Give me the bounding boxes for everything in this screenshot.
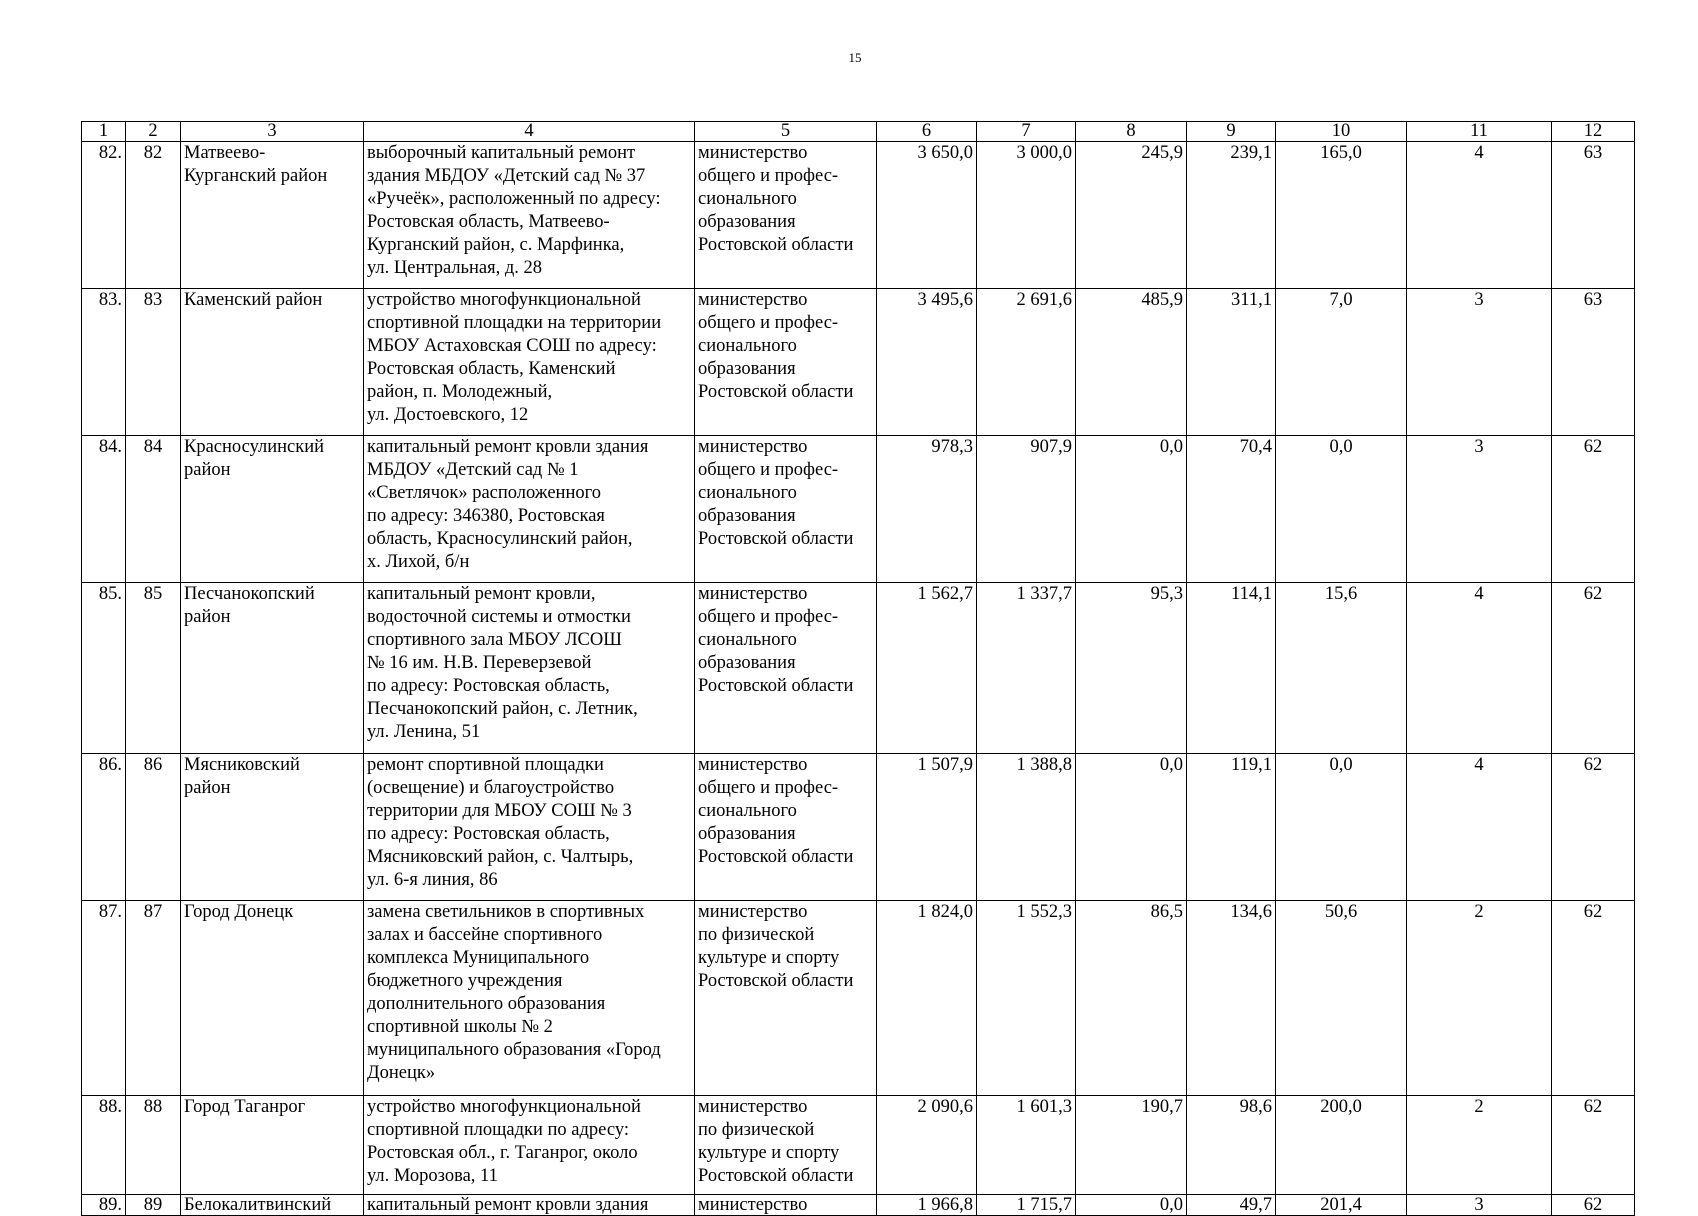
value-col-12: 62	[1552, 583, 1635, 754]
value-col-10: 201,4	[1276, 1195, 1407, 1216]
value-col-6: 1 824,0	[877, 901, 977, 1096]
value-col-11: 4	[1407, 142, 1552, 289]
district-cell	[181, 901, 364, 1096]
column-header: 12	[1552, 122, 1635, 142]
value-col-6: 2 090,6	[877, 1096, 977, 1195]
description-cell-line: муниципального образования «Город	[367, 1040, 661, 1060]
description-cell-line: «Светлячок» расположенного	[367, 483, 601, 503]
description-cell-line: устройство многофункциональной	[367, 1097, 641, 1117]
description-cell-line: капитальный ремонт кровли здания	[367, 437, 649, 457]
table-row	[82, 754, 1635, 901]
column-header: 5	[695, 122, 877, 142]
district-cell-line: Курганский район	[184, 166, 328, 186]
description-cell	[364, 142, 695, 289]
row-number: 83	[126, 289, 181, 436]
ministry-cell-line: образования	[698, 212, 796, 232]
district-cell-line: Мясниковский	[184, 755, 300, 775]
description-cell-line: х. Лихой, б/н	[367, 552, 470, 572]
description-cell-line: выборочный капитальный ремонт	[367, 143, 636, 163]
ministry-cell-line: Ростовской области	[698, 235, 854, 255]
registry-table	[81, 121, 1635, 1216]
ministry-cell-line: общего и профес-	[698, 607, 839, 627]
ministry-cell-line: культуре и спорту	[698, 948, 840, 968]
ministry-cell-line: общего и профес-	[698, 460, 839, 480]
value-col-7: 3 000,0	[977, 142, 1076, 289]
value-col-12: 62	[1552, 1195, 1635, 1216]
ministry-cell	[695, 901, 877, 1096]
district-cell-line: район	[184, 607, 231, 627]
value-col-10: 0,0	[1276, 436, 1407, 583]
row-number: 82	[126, 142, 181, 289]
value-col-8: 86,5	[1076, 901, 1187, 1096]
description-cell	[364, 1195, 695, 1216]
description-cell-line: капитальный ремонт кровли,	[367, 584, 596, 604]
ministry-cell	[695, 436, 877, 583]
description-cell-line: спортивной школы № 2	[367, 1017, 553, 1037]
district-cell	[181, 289, 364, 436]
value-col-9: 114,1	[1187, 583, 1276, 754]
district-cell	[181, 1096, 364, 1195]
description-cell-line: по адресу: Ростовская область,	[367, 824, 610, 844]
table-row	[82, 289, 1635, 436]
description-cell-line: комплекса Муниципального	[367, 948, 590, 968]
value-col-10: 50,6	[1276, 901, 1407, 1096]
value-col-9: 98,6	[1187, 1096, 1276, 1195]
value-col-7: 1 388,8	[977, 754, 1076, 901]
description-cell-line: по адресу: 346380, Ростовская	[367, 506, 605, 526]
header-row	[82, 122, 1635, 142]
table-row	[82, 901, 1635, 1096]
ministry-cell-line: министерство	[698, 290, 808, 310]
ministry-cell	[695, 583, 877, 754]
description-cell-line: здания МБДОУ «Детский сад № 37	[367, 166, 646, 186]
row-index: 86.	[82, 754, 126, 901]
district-cell-line: Город Донецк	[184, 902, 294, 922]
description-cell-line: ул. Достоевского, 12	[367, 405, 529, 425]
value-col-6: 1 562,7	[877, 583, 977, 754]
value-col-7: 1 601,3	[977, 1096, 1076, 1195]
value-col-10: 7,0	[1276, 289, 1407, 436]
ministry-cell-line: общего и профес-	[698, 313, 839, 333]
description-cell-line: ул. 6-я линия, 86	[367, 870, 498, 890]
table-row	[82, 1195, 1635, 1216]
district-cell-line: Красносулинский	[184, 437, 325, 457]
value-col-11: 3	[1407, 289, 1552, 436]
value-col-9: 134,6	[1187, 901, 1276, 1096]
value-col-12: 63	[1552, 142, 1635, 289]
description-cell-line: капитальный ремонт кровли здания	[367, 1195, 649, 1215]
description-cell-line: ремонт спортивной площадки	[367, 755, 604, 775]
value-col-12: 62	[1552, 754, 1635, 901]
value-col-7: 1 715,7	[977, 1195, 1076, 1216]
district-cell-line: Каменский район	[184, 290, 323, 310]
row-index: 85.	[82, 583, 126, 754]
description-cell-line: устройство многофункциональной	[367, 290, 641, 310]
description-cell-line: район, п. Молодежный,	[367, 382, 553, 402]
ministry-cell	[695, 754, 877, 901]
ministry-cell-line: общего и профес-	[698, 166, 839, 186]
district-cell-line: Матвеево-	[184, 143, 266, 163]
value-col-10: 165,0	[1276, 142, 1407, 289]
ministry-cell-line: министерство	[698, 584, 808, 604]
ministry-cell-line: по физической	[698, 1120, 815, 1140]
column-header: 6	[877, 122, 977, 142]
value-col-9: 311,1	[1187, 289, 1276, 436]
ministry-cell-line: образования	[698, 359, 796, 379]
district-cell-line: Песчанокопский	[184, 584, 315, 604]
district-cell	[181, 142, 364, 289]
value-col-6: 1 507,9	[877, 754, 977, 901]
ministry-cell-line: министерство	[698, 1195, 808, 1215]
description-cell-line: Ростовская обл., г. Таганрог, около	[367, 1143, 638, 1163]
value-col-12: 62	[1552, 1096, 1635, 1195]
description-cell-line: спортивного зала МБОУ ЛСОШ	[367, 630, 622, 650]
ministry-cell-line: министерство	[698, 902, 808, 922]
value-col-9: 239,1	[1187, 142, 1276, 289]
description-cell-line: МБОУ Астаховская СОШ по адресу:	[367, 336, 657, 356]
value-col-8: 485,9	[1076, 289, 1187, 436]
description-cell-line: Донецк»	[367, 1063, 436, 1083]
ministry-cell-line: образования	[698, 506, 796, 526]
description-cell-line: дополнительного образования	[367, 994, 606, 1014]
description-cell	[364, 1096, 695, 1195]
table-row	[82, 1096, 1635, 1195]
district-cell	[181, 436, 364, 583]
description-cell	[364, 583, 695, 754]
ministry-cell	[695, 1195, 877, 1216]
row-index: 82.	[82, 142, 126, 289]
description-cell	[364, 289, 695, 436]
value-col-11: 2	[1407, 1096, 1552, 1195]
row-index: 83.	[82, 289, 126, 436]
description-cell-line: № 16 им. Н.В. Переверзевой	[367, 653, 592, 673]
description-cell	[364, 754, 695, 901]
description-cell-line: «Ручеёк», расположенный по адресу:	[367, 189, 661, 209]
value-col-6: 978,3	[877, 436, 977, 583]
value-col-8: 0,0	[1076, 1195, 1187, 1216]
value-col-6: 3 495,6	[877, 289, 977, 436]
district-cell	[181, 1195, 364, 1216]
row-number: 84	[126, 436, 181, 583]
description-cell-line: Мясниковский район, с. Чалтырь,	[367, 847, 634, 867]
description-cell-line: (освещение) и благоустройство	[367, 778, 615, 798]
value-col-12: 63	[1552, 289, 1635, 436]
value-col-9: 49,7	[1187, 1195, 1276, 1216]
district-cell-line: Город Таганрог	[184, 1097, 306, 1117]
value-col-8: 95,3	[1076, 583, 1187, 754]
ministry-cell-line: культуре и спорту	[698, 1143, 840, 1163]
ministry-cell	[695, 289, 877, 436]
column-header: 8	[1076, 122, 1187, 142]
ministry-cell-line: министерство	[698, 755, 808, 775]
ministry-cell-line: образования	[698, 824, 796, 844]
row-index: 84.	[82, 436, 126, 583]
column-header: 10	[1276, 122, 1407, 142]
row-number: 87	[126, 901, 181, 1096]
value-col-10: 200,0	[1276, 1096, 1407, 1195]
ministry-cell-line: сионального	[698, 483, 797, 503]
description-cell-line: ул. Морозова, 11	[367, 1166, 498, 1186]
ministry-cell-line: образования	[698, 653, 796, 673]
value-col-10: 0,0	[1276, 754, 1407, 901]
description-cell-line: по адресу: Ростовская область,	[367, 676, 610, 696]
district-cell	[181, 583, 364, 754]
ministry-cell-line: министерство	[698, 1097, 808, 1117]
value-col-12: 62	[1552, 901, 1635, 1096]
column-header: 11	[1407, 122, 1552, 142]
district-cell-line: район	[184, 460, 231, 480]
value-col-9: 119,1	[1187, 754, 1276, 901]
description-cell	[364, 436, 695, 583]
description-cell	[364, 901, 695, 1096]
description-cell-line: ул. Центральная, д. 28	[367, 258, 543, 278]
ministry-cell-line: Ростовской области	[698, 847, 854, 867]
value-col-11: 2	[1407, 901, 1552, 1096]
description-cell-line: спортивной площадки на территории	[367, 313, 662, 333]
description-cell-line: водосточной системы и отмостки	[367, 607, 631, 627]
ministry-cell-line: сионального	[698, 630, 797, 650]
district-cell-line: район	[184, 778, 231, 798]
value-col-9: 70,4	[1187, 436, 1276, 583]
description-cell-line: Песчанокопский район, с. Летник,	[367, 699, 638, 719]
row-number: 86	[126, 754, 181, 901]
description-cell-line: территории для МБОУ СОШ № 3	[367, 801, 632, 821]
row-number: 89	[126, 1195, 181, 1216]
ministry-cell-line: Ростовской области	[698, 382, 854, 402]
value-col-7: 1 337,7	[977, 583, 1076, 754]
value-col-11: 4	[1407, 754, 1552, 901]
page-number: 15	[848, 50, 862, 65]
district-cell-line: Белокалитвинский	[184, 1195, 332, 1215]
ministry-cell	[695, 1096, 877, 1195]
column-header: 3	[181, 122, 364, 142]
description-cell-line: Курганский район, с. Марфинка,	[367, 235, 625, 255]
ministry-cell-line: по физической	[698, 925, 815, 945]
description-cell-line: спортивной площадки по адресу:	[367, 1120, 629, 1140]
description-cell-line: бюджетного учреждения	[367, 971, 563, 991]
value-col-6: 3 650,0	[877, 142, 977, 289]
description-cell-line: область, Красносулинский район,	[367, 529, 633, 549]
description-cell-line: замена светильников в спортивных	[367, 902, 645, 922]
value-col-8: 0,0	[1076, 436, 1187, 583]
description-cell-line: ул. Ленина, 51	[367, 722, 481, 742]
column-header: 1	[82, 122, 126, 142]
ministry-cell-line: сионального	[698, 801, 797, 821]
ministry-cell-line: Ростовской области	[698, 676, 854, 696]
district-cell	[181, 754, 364, 901]
value-col-7: 907,9	[977, 436, 1076, 583]
table-row	[82, 142, 1635, 289]
table-row	[82, 583, 1635, 754]
ministry-cell	[695, 142, 877, 289]
column-header: 7	[977, 122, 1076, 142]
description-cell-line: залах и бассейне спортивного	[367, 925, 603, 945]
ministry-cell-line: Ростовской области	[698, 529, 854, 549]
value-col-7: 1 552,3	[977, 901, 1076, 1096]
value-col-12: 62	[1552, 436, 1635, 583]
value-col-8: 0,0	[1076, 754, 1187, 901]
value-col-11: 3	[1407, 436, 1552, 583]
row-number: 88	[126, 1096, 181, 1195]
value-col-8: 190,7	[1076, 1096, 1187, 1195]
row-index: 87.	[82, 901, 126, 1096]
value-col-8: 245,9	[1076, 142, 1187, 289]
ministry-cell-line: министерство	[698, 437, 808, 457]
description-cell-line: Ростовская область, Каменский	[367, 359, 616, 379]
table-row	[82, 436, 1635, 583]
column-header: 4	[364, 122, 695, 142]
value-col-6: 1 966,8	[877, 1195, 977, 1216]
value-col-7: 2 691,6	[977, 289, 1076, 436]
row-number: 85	[126, 583, 181, 754]
ministry-cell-line: сионального	[698, 189, 797, 209]
value-col-11: 3	[1407, 1195, 1552, 1216]
ministry-cell-line: Ростовской области	[698, 971, 854, 991]
ministry-cell-line: сионального	[698, 336, 797, 356]
description-cell-line: Ростовская область, Матвеево-	[367, 212, 610, 232]
column-header: 2	[126, 122, 181, 142]
ministry-cell-line: Ростовской области	[698, 1166, 854, 1186]
row-index: 88.	[82, 1096, 126, 1195]
row-index: 89.	[82, 1195, 126, 1216]
ministry-cell-line: общего и профес-	[698, 778, 839, 798]
value-col-10: 15,6	[1276, 583, 1407, 754]
ministry-cell-line: министерство	[698, 143, 808, 163]
value-col-11: 4	[1407, 583, 1552, 754]
description-cell-line: МБДОУ «Детский сад № 1	[367, 460, 579, 480]
column-header: 9	[1187, 122, 1276, 142]
